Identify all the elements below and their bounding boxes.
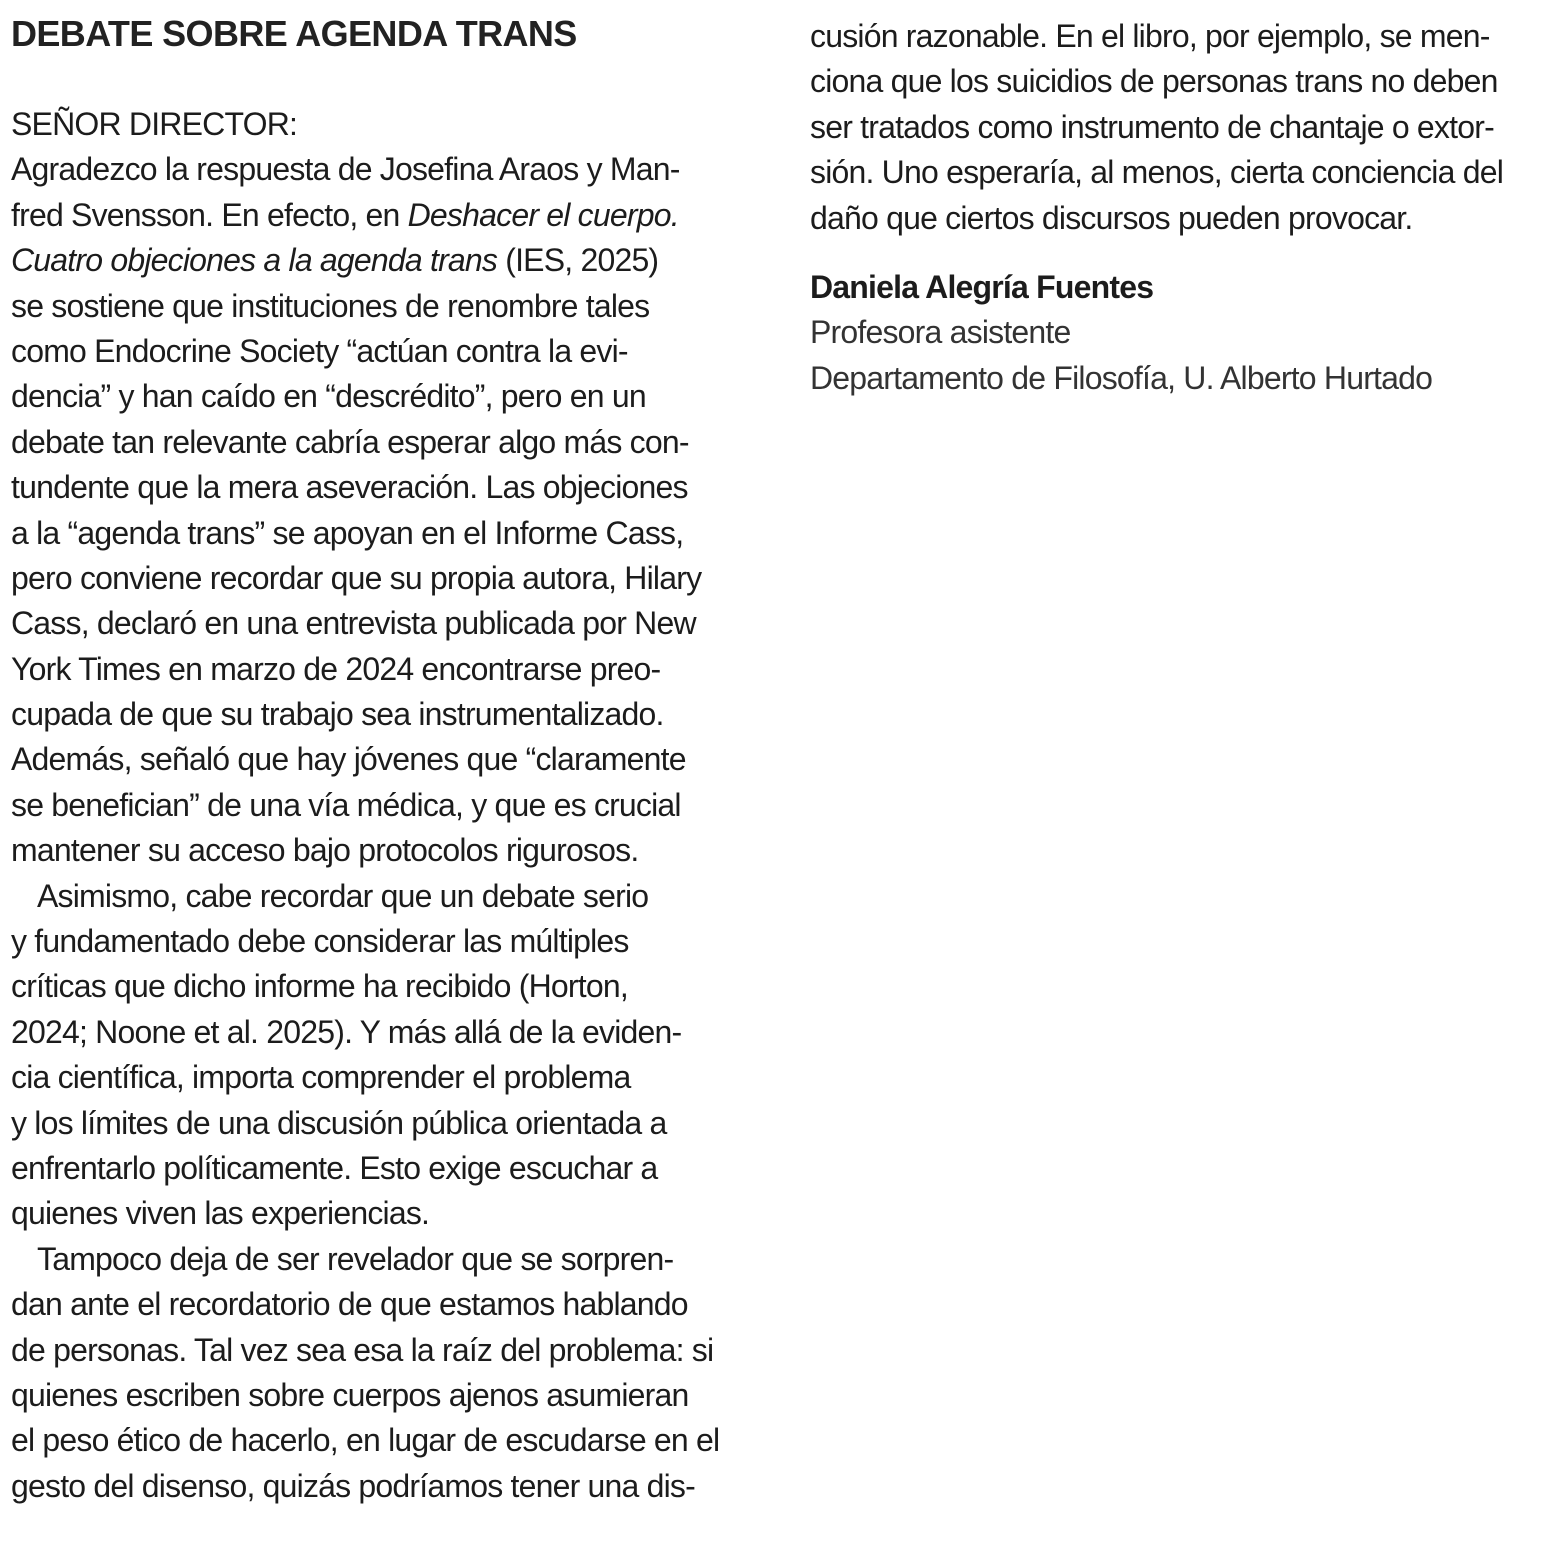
text-line: y fundamentado debe considerar las múltiples <box>11 923 629 960</box>
text-line: se benefician” de una vía médica, y que es crucial <box>11 786 681 823</box>
text-line: tundente que la mera aseveración. Las objeciones <box>11 469 688 506</box>
paragraph-3 <box>11 1237 759 1509</box>
text-line: y los límites de una discusión pública orientada a <box>11 1104 667 1141</box>
text-line: Además, señaló que hay jóvenes que “claramente <box>11 741 686 778</box>
signer-role: Profesora asistente <box>810 314 1071 351</box>
paragraph-2 <box>11 874 759 1237</box>
signer-name: Daniela Alegría Fuentes <box>810 268 1154 305</box>
text-line: dencia” y han caído en “descrédito”, pero en un <box>11 378 646 415</box>
text-line: sión. Uno esperaría, al menos, cierta conciencia del <box>810 154 1504 191</box>
text-line: a la “agenda trans” se apoyan en el Informe Cass, <box>11 514 684 551</box>
book-title: Deshacer el cuerpo. <box>407 196 679 233</box>
text-line: gesto del disenso, quizás podríamos tener una dis- <box>11 1467 695 1504</box>
text-line: Agradezco la respuesta de Josefina Araos y Man- <box>11 151 680 188</box>
text-line: Tampoco deja de ser revelador que se sorpren- <box>37 1240 674 1277</box>
text-line: dan ante el recordatorio de que estamos hablando <box>11 1286 688 1323</box>
right-column <box>810 0 1555 401</box>
text-line: ser tratados como instrumento de chantaje o extor- <box>810 108 1494 145</box>
text-line: mantener su acceso bajo protocolos rigurosos. <box>11 832 639 869</box>
text-line: Cass, declaró en una entrevista publicada por New <box>11 605 696 642</box>
text-line: se sostiene que instituciones de renombre tales <box>11 287 650 324</box>
text-line: cia científica, importa comprender el problema <box>11 1059 631 1096</box>
text-line: 2024; Noone et al. 2025). Y más allá de la eviden- <box>11 1013 682 1050</box>
paragraph-1 <box>11 147 759 873</box>
letter-title: DEBATE SOBRE AGENDA TRANS <box>11 13 577 54</box>
text-line: cupada de que su trabajo sea instrumentalizado. <box>11 696 664 733</box>
book-subtitle: Cuatro objeciones a la agenda trans <box>11 242 498 279</box>
text-line: fred Svensson. En efecto, en Deshacer el cuerpo. <box>11 196 679 233</box>
text-line: debate tan relevante cabría esperar algo más con- <box>11 423 689 460</box>
text-line: pero conviene recordar que su propia autora, Hilary <box>11 559 702 596</box>
left-column <box>11 0 759 1509</box>
text-line: Asimismo, cabe recordar que un debate serio <box>37 877 649 914</box>
text-line: cusión razonable. En el libro, por ejemplo, se men- <box>810 18 1490 54</box>
text-line: quienes escriben sobre cuerpos ajenos asumieran <box>11 1376 689 1413</box>
text-line: Cuatro objeciones a la agenda trans (IES, 2025) <box>11 242 659 279</box>
text-line: críticas que dicho informe ha recibido (Horton, <box>11 968 628 1005</box>
text-line: enfrentarlo políticamente. Esto exige escuchar a <box>11 1149 658 1186</box>
salutation: SEÑOR DIRECTOR: <box>11 106 298 142</box>
signer-department: Departamento de Filosofía, U. Alberto Hurtado <box>810 359 1433 396</box>
text-line: como Endocrine Society “actúan contra la evi- <box>11 332 628 369</box>
text-line: daño que ciertos discursos pueden provocar. <box>810 199 1413 236</box>
text-line: quienes viven las experiencias. <box>11 1195 430 1232</box>
text-line: ciona que los suicidios de personas trans no deben <box>810 63 1498 100</box>
text-line: York Times en marzo de 2024 encontrarse preo- <box>11 650 661 687</box>
text-line: de personas. Tal vez sea esa la raíz del problema: si <box>11 1331 714 1368</box>
text-line: el peso ético de hacerlo, en lugar de escudarse en el <box>11 1422 720 1459</box>
paragraph-3-continued <box>810 14 1555 241</box>
